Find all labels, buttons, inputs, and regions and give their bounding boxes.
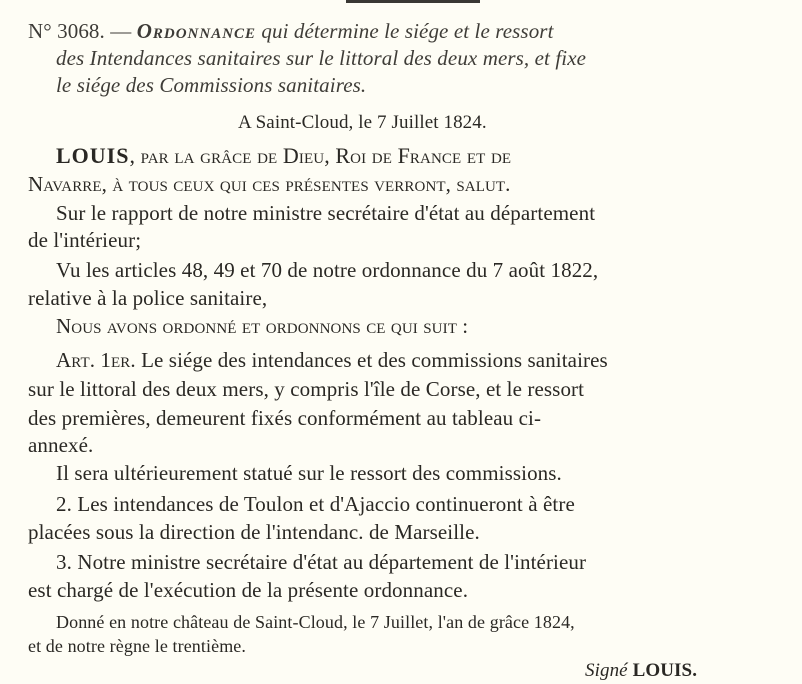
top-rule-divider bbox=[346, 0, 480, 3]
place-date-line: A Saint-Cloud, le 7 Juillet 1824. bbox=[238, 112, 487, 133]
closing-line-1: Donné en notre château de Saint-Cloud, le 7 Juillet, l'an de grâce 1824, bbox=[56, 612, 575, 632]
recital-2-line-2: relative à la police sanitaire, bbox=[28, 286, 268, 310]
ordinance-type: Ordonnance bbox=[136, 19, 257, 43]
preamble-line-1 bbox=[56, 143, 511, 169]
ordinance-heading-line-1 bbox=[28, 18, 554, 44]
recital-1-line-1: Sur le rapport de notre ministre secrétaire d'état au département bbox=[56, 201, 596, 225]
article-2-label: 2. bbox=[56, 492, 72, 516]
article-3-text-1: Notre ministre secrétaire d'état au département de l'intérieur bbox=[77, 550, 587, 574]
recital-1-line-2: de l'intérieur; bbox=[28, 228, 142, 252]
ordinance-heading-line-2: des Intendances sanitaires sur le littoral des deux mers, et fixe bbox=[56, 46, 587, 70]
signature-name: LOUIS. bbox=[632, 660, 698, 681]
ordinance-heading-line-3: le siége des Commissions sanitaires. bbox=[56, 73, 367, 97]
recital-2-line-1: Vu les articles 48, 49 et 70 de notre ordonnance du 7 août 1822, bbox=[56, 258, 599, 282]
preamble-line-1-rest: , par la grâce de Dieu, Roi de France et de bbox=[129, 143, 512, 168]
closing-line-2: et de notre règne le trentième. bbox=[28, 636, 246, 656]
article-1-line-1 bbox=[56, 347, 608, 373]
signature-prefix: Signé bbox=[585, 660, 628, 681]
article-3-label: 3. bbox=[56, 550, 72, 574]
heading-line-1-rest: qui détermine le siége et le ressort bbox=[261, 19, 554, 43]
article-1-line-4: annexé. bbox=[28, 433, 94, 457]
article-2-line-2: placées sous la direction de l'intendanc. de Marseille. bbox=[28, 520, 480, 544]
article-1-line-3: des premières, demeurent fixés conformément au tableau ci- bbox=[28, 406, 542, 430]
article-3-line-2: est chargé de l'exécution de la présente ordonnance. bbox=[28, 578, 469, 602]
article-2-line-1 bbox=[56, 491, 575, 517]
enacting-clause: Nous avons ordonné et ordonnons ce qui suit : bbox=[56, 314, 469, 338]
king-name: LOUIS bbox=[56, 143, 130, 168]
article-1-line-2: sur le littoral des deux mers, y compris l'île de Corse, et le ressort bbox=[28, 377, 585, 401]
article-3-line-1 bbox=[56, 549, 586, 575]
article-1-text-1: Le siége des intendances et des commissions sanitaires bbox=[141, 348, 608, 372]
ordinance-number: N° 3068. bbox=[28, 19, 105, 43]
preamble-line-2: Navarre, à tous ceux qui ces présentes verront, salut. bbox=[28, 172, 511, 196]
article-1-supplement: Il sera ultérieurement statué sur le ressort des commissions. bbox=[56, 461, 562, 485]
signature-line bbox=[585, 658, 697, 684]
article-2-text-1: Les intendances de Toulon et d'Ajaccio continueront à être bbox=[77, 492, 575, 516]
heading-dash: — bbox=[110, 19, 132, 43]
article-1-label: Art. 1er. bbox=[56, 348, 136, 372]
